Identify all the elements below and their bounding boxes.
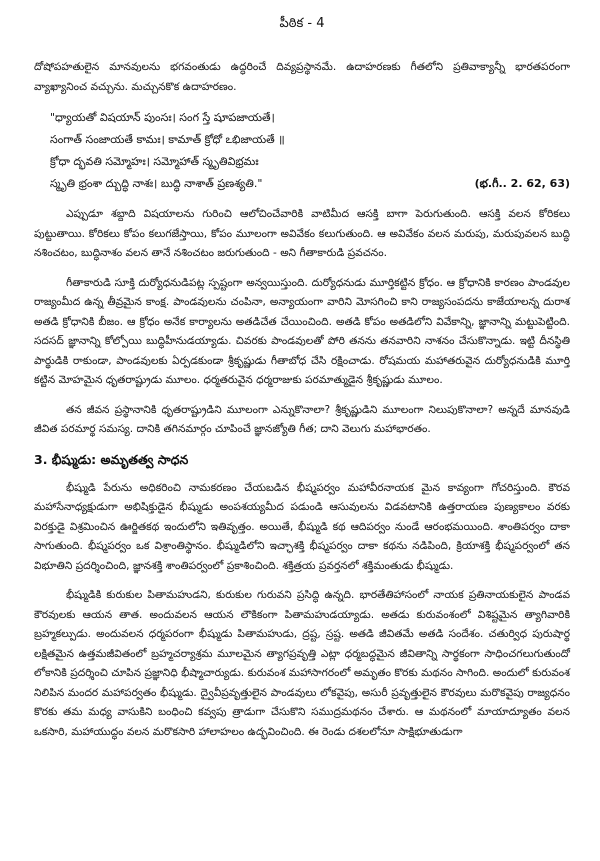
- section-paragraph: భీష్ముడికి కురుకుల పితామహుడని, కురుకుల గురువని ప్రసిద్ధి ఉన్నది. భారతేతిహాసంలో నాయక ప్రతినాయకులైన పాండవ కౌరవులకు ఆయన తాత. అందువలన ఆయన లౌకికంగా పితామహుడయ్యాడు. అతడు కురువంశంలో విశిష్టమైన త్యాగివారికి బ్రహ్మకల్పుడు. అందువలన ధర్మపరంగా భీష్ముడు పితామహుడు, ద్రష్ట, స్రష్ట. అతడి జీవితమే అతడి సందేశం. చతుర్విధ పురుషార్థ లక్షితమైన ఉత్తమజీవితంలో బ్రహ్మచర్యాశ్రమ మూలమైన త్యాగప్రవృత్తి ఎట్లా ధర్మబద్ధమైన జీవితాన్ని సార్థకంగా సాధించగలుగుతుందో లోకానికి ప్రదర్శించి చూపిన ప్రజ్ఞానిధి భీష్మాచార్యుడు. కురువంశ మహాసాగరంలో అమృతం కొరకు మథనం సాగింది. అందులో కురువంశ నిలిపిన మందర మహాపర్వతం భీష్ముడు. ద్వైవీప్రవృత్తులైన పాండవులు లోకవైపు, అసురీ ప్రవృత్తులైన కౌరవులు మరొకవైపు రాజ్యధనం కొరకు తమ మధ్య వాసుకిని బంధించి కవ్వపు త్రాడుగా చేసుకొని సముద్రమథనం చేశారు. ఆ మథనంలో మాయాద్యూతం వలన ఒకసారి, మహాయుద్ధం వలన మరొకసారి హాలాహలం ఉద్భవించింది. ఈ రెండు దశలలోనూ సాక్షిభూతుడుగా: [34, 589, 570, 738]
- verse-line: "ధ్యాయతో విషయాన్ పుంసః। సంగ స్తే షూపజాయతే।: [50, 111, 275, 124]
- verse-line: సంగాత్ సంజాయతే కామః। కామాత్ క్రోధో ఽభిజాయతే ॥: [50, 133, 285, 146]
- page-header: పీఠిక - 4: [279, 16, 325, 31]
- body-paragraph: తన జీవన ప్రస్థానానికి ధృతరాష్ట్రుడిని మూలంగా ఎన్నుకొనాలా? శ్రీకృష్ణుడిని మూలంగా నిలుపుకొనాలా? అన్నదే మానవుడి జీవిత పరమార్థ సమస్య. దానికి తగినమార్గం చూపించే జ్ఞానజ్యోతి గీత; దాని వెలుగు మహాభారతం.: [34, 403, 570, 435]
- verse-line: స్మృతి భ్రంశా ద్బుద్ధి నాశః। బుద్ధి నాశాత్ ప్రణశ్యతి.": [50, 177, 263, 190]
- body-paragraph: ఎప్పుడూ శబ్దాది విషయాలను గురించి ఆలోచించేవారికి వాటిమీద ఆసక్తి బాగా పెరుగుతుంది. ఆసక్తి వలన కోరికలు పుట్టుతాయి. కోరికలు కోపం కలుగజేస్తాయి, కోపం మూలంగా అవివేకం కలుగుతుంది. ఆ అవివేకం వలన మరుపు, మరుపువలన బుద్ధి నశించటం, బుద్ధినాశం వలన తానే నశించటం జరుగుతుంది - అని గీతాకారుడి ప్రవచనం.: [34, 208, 570, 259]
- section-paragraph: భీష్ముడి పేరును అధికరించి నామకరణం చేయబడిన భీష్మపర్వం మహావీరనాయక మైన కావ్యంగా గోచరిస్తుంది. కౌరవ మహాసేనాధ్యక్షుడుగా అభిషిక్తుడైన భీష్ముడు అంపశయ్యమీద పడుండి ఆసువులను విడవటానికి ఉత్తరాయణ పుణ్యకాలం వరకు విరక్తుడై విశ్రమించిన ఊర్జితకథ ఇందులోని ఇతివృత్తం. అయితే, భీష్ముడి కథ ఆదిపర్వం నుండే ఆరంభమయింది. శాంతిపర్వం దాకా సాగుతుంది. భీష్మపర్వం ఒక విశ్రాంతిస్థానం. భీష్ముడిలోని ఇచ్ఛాశక్తి భీష్మపర్వం దాకా కథను నడిపింది, క్రియాశక్తి భీష్మపర్వంలో తన విభూతిని ప్రదర్శించింది, జ్ఞానశక్తి శాంతిపర్వంలో ప్రకాశించింది. శక్తిత్రయ ప్రవర్తనలో శక్తిమంతుడు భీష్ముడు.: [34, 481, 570, 572]
- verse-line: క్రోధా ద్భవతి సమ్మోహః। సమ్మోహాత్ స్మృతివిభ్రమః: [50, 155, 259, 168]
- body-paragraph: గీతాకారుడి సూక్తి దుర్యోధనుడిపట్ల స్పష్టంగా అన్వయిస్తుంది. దుర్యోధనుడు మూర్తికట్టిన క్రోధం. ఆ క్రోధానికి కారణం పాండవుల రాజ్యంమీద ఉన్న తీవ్రమైన కాంక్ష. పాండవులను చంపినా, అన్యాయంగా వారిని మోసగించి కాని రాజ్యసంపదను కాజేయాలన్న దురాశ అతడి క్రోధానికి బీజం. ఆ క్రోధం అనేక కార్యాలను అతడిచేత చేయించింది. అతడి కోపం అతడిలోని వివేకాన్ని, జ్ఞానాన్ని మట్టుపెట్టింది. సదసద్ జ్ఞానాన్ని కోల్పోయి బుద్ధిహీనుడయ్యాడు. చివరకు పాండవులతో పోరి తనను తనవారిని నాశనం చేసుకొన్నాడు. ఇట్టి దీనస్థితి పార్థుడికి రాకుండా, పాండవులకు ఏర్పడకుండా శ్రీకృష్ణుడు గీతాబోధ చేసి రక్షించాడు. రోషమయ మహాతరువైన దుర్యోధనుడికి మూర్తి కట్టిన మోహమైన ధృతరాష్ట్రుడు మూలం. ధర్మతరువైన ధర్మరాజుకు పరమాత్ముడైన శ్రీకృష్ణుడు మూలం.: [34, 276, 570, 386]
- verse-citation: (భ.గీ.. 2. 62, 63): [474, 177, 570, 190]
- section-heading: 3. భీష్ముడు: అమృతత్వ సాధన: [34, 451, 189, 467]
- verse-block: [50, 107, 570, 195]
- intro-paragraph: దోషోపహతులైన మానవులను భగవంతుడు ఉద్ధరించే దివ్యప్రస్థానమే. ఉదాహరణకు గీతలోని ప్రతివాక్యాన్నీ భారతపరంగా వ్యాఖ్యానించ వచ్చును. మచ్చునకొక ఉదాహరణం.: [34, 61, 570, 93]
